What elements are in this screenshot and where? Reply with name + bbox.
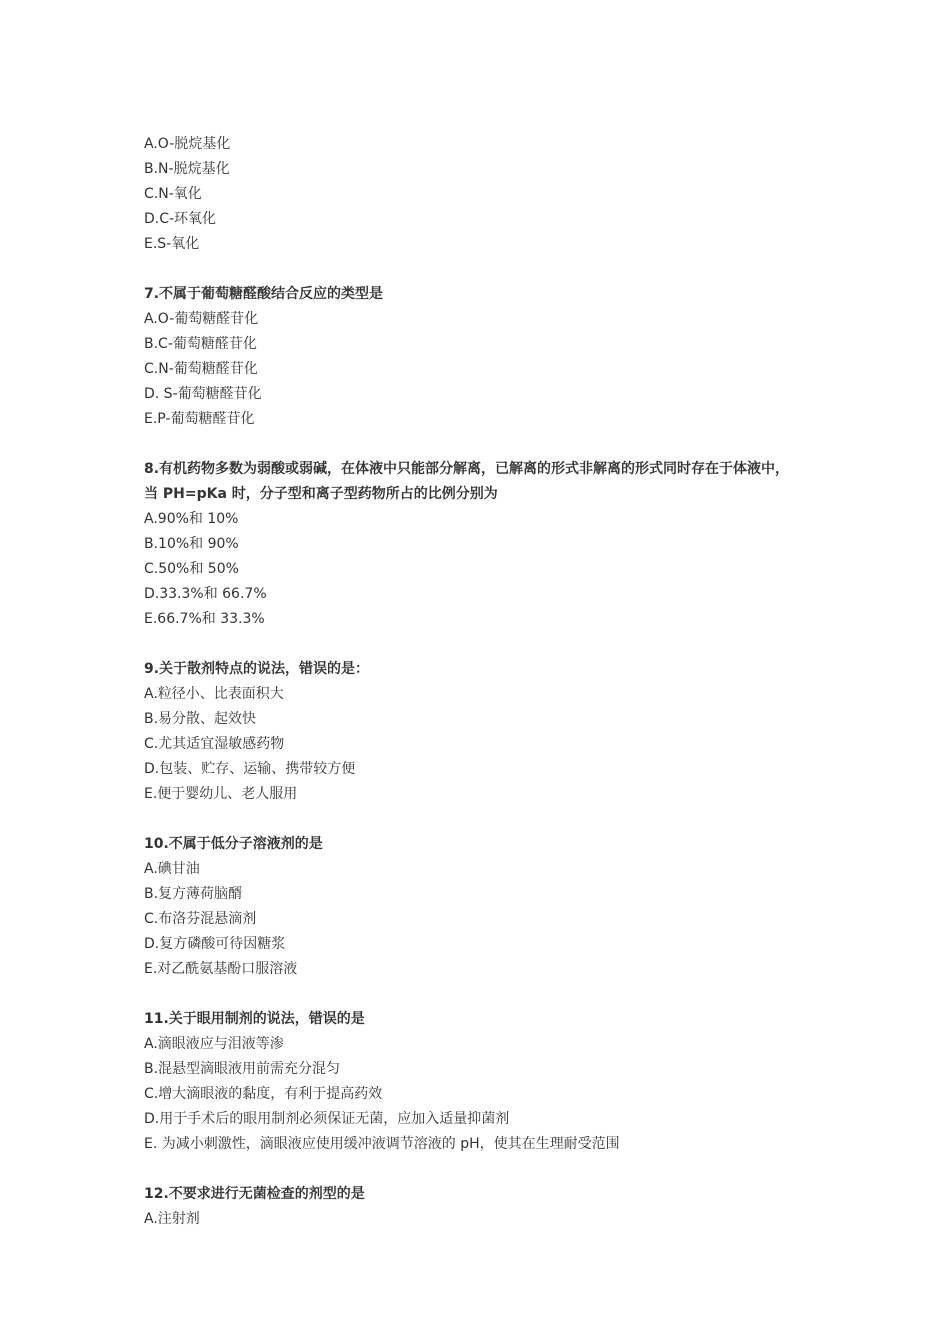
spacer	[144, 982, 844, 1007]
question-block	[144, 832, 844, 982]
option-e: E.P-葡萄糖醛苷化	[144, 411, 255, 427]
option-b: B.C-葡萄糖醛苷化	[144, 336, 257, 352]
option-b: B.易分散、起效快	[144, 711, 257, 727]
option-a: A.滴眼液应与泪液等渗	[144, 1036, 284, 1052]
spacer	[144, 432, 844, 457]
option-c: C.增大滴眼液的黏度，有利于提高药效	[144, 1086, 383, 1102]
spacer	[144, 807, 844, 832]
option-c: C.N-氧化	[144, 186, 202, 202]
question-title: 12.不要求进行无菌检查的剂型的是	[144, 1186, 365, 1202]
option-b: B.混悬型滴眼液用前需充分混匀	[144, 1061, 341, 1077]
option-a: A.O-脱烷基化	[144, 136, 231, 152]
option-c: C.尤其适宜湿敏感药物	[144, 736, 285, 752]
option-e: E. 为减小刺激性，滴眼液应使用缓冲液调节溶液的 pH，使其在生理耐受范围	[144, 1136, 620, 1152]
question-block	[144, 657, 844, 807]
option-d: D.用于手术后的眼用制剂必须保证无菌，应加入适量抑菌剂	[144, 1111, 510, 1127]
spacer	[144, 632, 844, 657]
option-a: A.90%和 10%	[144, 511, 239, 527]
question-block	[144, 457, 844, 632]
option-b: B.N-脱烷基化	[144, 161, 230, 177]
question-block	[144, 1182, 844, 1232]
question-block	[144, 1007, 844, 1157]
option-c: C.布洛芬混悬滴剂	[144, 911, 257, 927]
option-d: D. S-葡萄糖醛苷化	[144, 386, 262, 402]
option-d: D.包装、贮存、运输、携带较方便	[144, 761, 356, 777]
option-a: A.碘甘油	[144, 861, 200, 877]
option-a: A.O-葡萄糖醛苷化	[144, 311, 259, 327]
option-b: B.复方薄荷脑醑	[144, 886, 243, 902]
question-title: 11.关于眼用制剂的说法，错误的是	[144, 1011, 365, 1027]
option-c: C.50%和 50%	[144, 561, 239, 577]
option-a: A.注射剂	[144, 1211, 200, 1227]
option-a: A.粒径小、比表面积大	[144, 686, 284, 702]
spacer	[144, 1157, 844, 1182]
question-title: 10.不属于低分子溶液剂的是	[144, 836, 323, 852]
question-title: 7.不属于葡萄糖醛酸结合反应的类型是	[144, 286, 384, 302]
question-block	[144, 132, 844, 257]
option-e: E.便于婴幼儿、老人服用	[144, 786, 298, 802]
option-c: C.N-葡萄糖醛苷化	[144, 361, 258, 377]
question-title-continued: 当 PH=pKa 时，分子型和离子型药物所占的比例分别为	[144, 486, 498, 502]
option-b: B.10%和 90%	[144, 536, 239, 552]
option-d: D.33.3%和 66.7%	[144, 586, 267, 602]
spacer	[144, 257, 844, 282]
question-title: 9.关于散剂特点的说法，错误的是：	[144, 661, 370, 677]
document-page	[144, 132, 844, 1232]
option-e: E.S-氧化	[144, 236, 200, 252]
question-title: 8.有机药物多数为弱酸或弱碱，在体液中只能部分解离，已解离的形式非解离的形式同时存在于体液中，	[144, 461, 790, 477]
option-e: E.66.7%和 33.3%	[144, 611, 265, 627]
option-e: E.对乙酰氨基酚口服溶液	[144, 961, 298, 977]
question-block	[144, 282, 844, 432]
option-d: D.复方磷酸可待因糖浆	[144, 936, 286, 952]
option-d: D.C-环氧化	[144, 211, 217, 227]
